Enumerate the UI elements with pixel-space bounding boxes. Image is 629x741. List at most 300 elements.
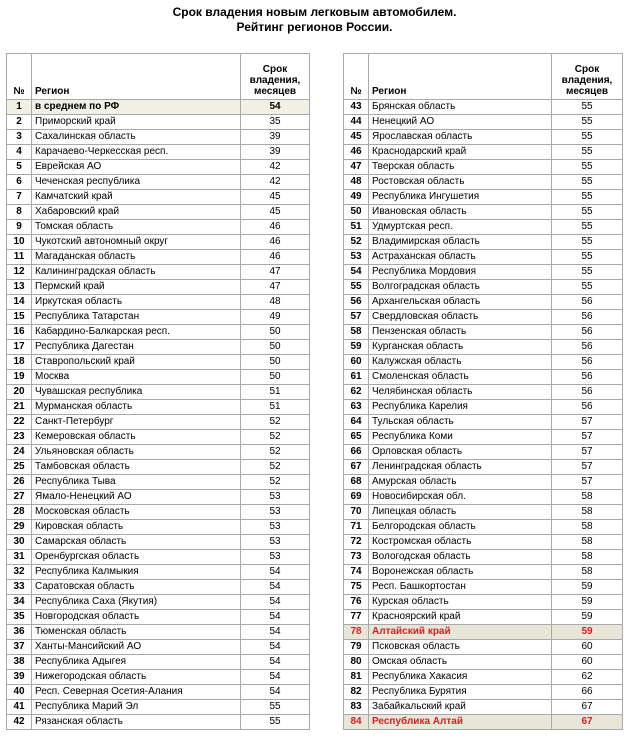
- months-cell: 54: [241, 640, 310, 655]
- months-cell: 48: [241, 295, 310, 310]
- rank-cell: 1: [7, 100, 32, 115]
- table-row: [344, 460, 623, 475]
- region-cell: Липецкая область: [369, 505, 552, 520]
- months-cell: 50: [241, 340, 310, 355]
- months-cell: 42: [241, 175, 310, 190]
- months-cell: 51: [241, 400, 310, 415]
- months-cell: 56: [552, 385, 623, 400]
- months-cell: 46: [241, 250, 310, 265]
- months-cell: 54: [241, 625, 310, 640]
- table-row: [7, 610, 310, 625]
- table-header-row: [7, 54, 310, 100]
- rank-cell: 41: [7, 700, 32, 715]
- months-cell: 57: [552, 430, 623, 445]
- table-row: [7, 670, 310, 685]
- months-cell: 54: [241, 100, 310, 115]
- region-cell: Чувашская республика: [32, 385, 241, 400]
- rank-cell: 53: [344, 250, 369, 265]
- rank-cell: 73: [344, 550, 369, 565]
- region-cell: Ленинградская область: [369, 460, 552, 475]
- months-cell: 35: [241, 115, 310, 130]
- months-cell: 52: [241, 415, 310, 430]
- rank-cell: 5: [7, 160, 32, 175]
- region-cell: Ярославская область: [369, 130, 552, 145]
- rank-cell: 30: [7, 535, 32, 550]
- months-cell: 54: [241, 670, 310, 685]
- region-cell: Саратовская область: [32, 580, 241, 595]
- table-row: [7, 685, 310, 700]
- table-row: [7, 715, 310, 730]
- months-cell: 56: [552, 400, 623, 415]
- region-cell: Свердловская область: [369, 310, 552, 325]
- region-cell: Магаданская область: [32, 250, 241, 265]
- months-cell: 46: [241, 235, 310, 250]
- region-cell: Иркутская область: [32, 295, 241, 310]
- region-cell: Сахалинская область: [32, 130, 241, 145]
- rank-cell: 7: [7, 190, 32, 205]
- rank-cell: 13: [7, 280, 32, 295]
- rank-cell: 52: [344, 235, 369, 250]
- table-row: [344, 220, 623, 235]
- region-cell: Ставропольский край: [32, 355, 241, 370]
- region-cell: Калужская область: [369, 355, 552, 370]
- table-row: [344, 310, 623, 325]
- rank-cell: 38: [7, 655, 32, 670]
- months-cell: 51: [241, 385, 310, 400]
- rank-cell: 84: [344, 715, 369, 730]
- table-row: [7, 550, 310, 565]
- rank-cell: 51: [344, 220, 369, 235]
- months-cell: 54: [241, 610, 310, 625]
- region-cell: Республика Алтай: [369, 715, 552, 730]
- table-row: [344, 130, 623, 145]
- months-cell: 57: [552, 445, 623, 460]
- rank-cell: 6: [7, 175, 32, 190]
- region-cell: Республика Тыва: [32, 475, 241, 490]
- header-months: Срок владения, месяцев: [241, 54, 310, 100]
- rank-cell: 31: [7, 550, 32, 565]
- table-row: [344, 715, 623, 730]
- table-row: [344, 190, 623, 205]
- months-cell: 53: [241, 550, 310, 565]
- rank-cell: 72: [344, 535, 369, 550]
- table-row: [7, 115, 310, 130]
- months-cell: 58: [552, 490, 623, 505]
- region-cell: Орловская область: [369, 445, 552, 460]
- rank-cell: 2: [7, 115, 32, 130]
- table-row: [7, 400, 310, 415]
- rank-cell: 28: [7, 505, 32, 520]
- rank-cell: 55: [344, 280, 369, 295]
- ranking-table-right-body: [344, 100, 623, 730]
- months-cell: 46: [241, 220, 310, 235]
- months-cell: 52: [241, 475, 310, 490]
- table-row: [7, 130, 310, 145]
- rank-cell: 26: [7, 475, 32, 490]
- rank-cell: 74: [344, 565, 369, 580]
- region-cell: Республика Коми: [369, 430, 552, 445]
- table-row: [344, 445, 623, 460]
- region-cell: Вологодская область: [369, 550, 552, 565]
- months-cell: 42: [241, 160, 310, 175]
- months-cell: 58: [552, 505, 623, 520]
- region-cell: Респ. Башкортостан: [369, 580, 552, 595]
- table-row: [7, 175, 310, 190]
- region-cell: Ямало-Ненецкий АО: [32, 490, 241, 505]
- rank-cell: 22: [7, 415, 32, 430]
- months-cell: 55: [552, 160, 623, 175]
- rank-cell: 68: [344, 475, 369, 490]
- region-cell: Московская область: [32, 505, 241, 520]
- months-cell: 59: [552, 595, 623, 610]
- table-row: [7, 520, 310, 535]
- months-cell: 49: [241, 310, 310, 325]
- months-cell: 39: [241, 130, 310, 145]
- table-row: [344, 490, 623, 505]
- months-cell: 55: [552, 100, 623, 115]
- region-cell: Тульская область: [369, 415, 552, 430]
- rank-cell: 48: [344, 175, 369, 190]
- table-row: [344, 535, 623, 550]
- region-cell: Тамбовская область: [32, 460, 241, 475]
- table-row: [344, 355, 623, 370]
- rank-cell: 82: [344, 685, 369, 700]
- region-cell: Ульяновская область: [32, 445, 241, 460]
- months-cell: 50: [241, 325, 310, 340]
- months-cell: 55: [552, 220, 623, 235]
- region-cell: Республика Хакасия: [369, 670, 552, 685]
- page-title: [0, 5, 629, 35]
- rank-cell: 59: [344, 340, 369, 355]
- region-cell: Томская область: [32, 220, 241, 235]
- region-cell: Курская область: [369, 595, 552, 610]
- table-row: [344, 295, 623, 310]
- months-cell: 56: [552, 340, 623, 355]
- table-row: [344, 250, 623, 265]
- rank-cell: 16: [7, 325, 32, 340]
- months-cell: 55: [552, 280, 623, 295]
- table-row: [7, 475, 310, 490]
- table-row: [7, 595, 310, 610]
- table-row: [7, 490, 310, 505]
- region-cell: Республика Ингушетия: [369, 190, 552, 205]
- table-row: [344, 325, 623, 340]
- header-region: Регион: [369, 54, 552, 100]
- months-cell: 56: [552, 295, 623, 310]
- rank-cell: 80: [344, 655, 369, 670]
- table-row: [344, 565, 623, 580]
- months-cell: 66: [552, 685, 623, 700]
- table-row: [344, 115, 623, 130]
- region-cell: Омская область: [369, 655, 552, 670]
- table-row: [7, 415, 310, 430]
- rank-cell: 21: [7, 400, 32, 415]
- region-cell: Ханты-Мансийский АО: [32, 640, 241, 655]
- rank-cell: 50: [344, 205, 369, 220]
- region-cell: Алтайский край: [369, 625, 552, 640]
- rank-cell: 33: [7, 580, 32, 595]
- months-cell: 53: [241, 490, 310, 505]
- rank-cell: 43: [344, 100, 369, 115]
- rank-cell: 47: [344, 160, 369, 175]
- months-cell: 60: [552, 640, 623, 655]
- months-cell: 53: [241, 535, 310, 550]
- region-cell: в среднем по РФ: [32, 100, 241, 115]
- rank-cell: 24: [7, 445, 32, 460]
- months-cell: 55: [552, 205, 623, 220]
- rank-cell: 32: [7, 565, 32, 580]
- region-cell: Воронежская область: [369, 565, 552, 580]
- months-cell: 59: [552, 625, 623, 640]
- region-cell: Оренбургская область: [32, 550, 241, 565]
- table-row: [344, 265, 623, 280]
- months-cell: 56: [552, 355, 623, 370]
- region-cell: Ростовская область: [369, 175, 552, 190]
- region-cell: Нижегородская область: [32, 670, 241, 685]
- table-row: [7, 340, 310, 355]
- rank-cell: 65: [344, 430, 369, 445]
- months-cell: 60: [552, 655, 623, 670]
- months-cell: 45: [241, 205, 310, 220]
- table-row: [7, 220, 310, 235]
- months-cell: 62: [552, 670, 623, 685]
- region-cell: Забайкальский край: [369, 700, 552, 715]
- table-row: [7, 655, 310, 670]
- months-cell: 55: [241, 700, 310, 715]
- header-num: №: [344, 54, 369, 100]
- months-cell: 58: [552, 550, 623, 565]
- months-cell: 55: [552, 190, 623, 205]
- rank-cell: 12: [7, 265, 32, 280]
- months-cell: 47: [241, 280, 310, 295]
- table-row: [7, 190, 310, 205]
- rank-cell: 23: [7, 430, 32, 445]
- months-cell: 52: [241, 445, 310, 460]
- table-row: [7, 625, 310, 640]
- region-cell: Санкт-Петербург: [32, 415, 241, 430]
- table-row: [344, 475, 623, 490]
- table-row: [7, 235, 310, 250]
- months-cell: 57: [552, 460, 623, 475]
- months-cell: 67: [552, 700, 623, 715]
- rank-cell: 66: [344, 445, 369, 460]
- months-cell: 55: [552, 265, 623, 280]
- months-cell: 55: [552, 235, 623, 250]
- table-row: [344, 145, 623, 160]
- table-row: [344, 160, 623, 175]
- table-row: [344, 685, 623, 700]
- region-cell: Астраханская область: [369, 250, 552, 265]
- months-cell: 55: [552, 175, 623, 190]
- region-cell: Кемеровская область: [32, 430, 241, 445]
- rank-cell: 76: [344, 595, 369, 610]
- ranking-table-left: [6, 53, 310, 730]
- region-cell: Новосибирская обл.: [369, 490, 552, 505]
- region-cell: Тверская область: [369, 160, 552, 175]
- table-row: [7, 535, 310, 550]
- table-row: [344, 505, 623, 520]
- region-cell: Камчатский край: [32, 190, 241, 205]
- rank-cell: 75: [344, 580, 369, 595]
- months-cell: 58: [552, 520, 623, 535]
- region-cell: Карачаево-Черкесская респ.: [32, 145, 241, 160]
- months-cell: 55: [552, 115, 623, 130]
- rank-cell: 39: [7, 670, 32, 685]
- table-header-row: [344, 54, 623, 100]
- table-row: [344, 610, 623, 625]
- region-cell: Республика Марий Эл: [32, 700, 241, 715]
- rank-cell: 81: [344, 670, 369, 685]
- table-row: [7, 445, 310, 460]
- rank-cell: 10: [7, 235, 32, 250]
- rank-cell: 42: [7, 715, 32, 730]
- region-cell: Краснодарский край: [369, 145, 552, 160]
- rank-cell: 60: [344, 355, 369, 370]
- region-cell: Костромская область: [369, 535, 552, 550]
- region-cell: Ивановская область: [369, 205, 552, 220]
- region-cell: Волгоградская область: [369, 280, 552, 295]
- table-row: [344, 205, 623, 220]
- rank-cell: 3: [7, 130, 32, 145]
- months-cell: 56: [552, 370, 623, 385]
- table-row: [7, 265, 310, 280]
- table-row: [344, 580, 623, 595]
- region-cell: Мурманская область: [32, 400, 241, 415]
- table-row: [344, 100, 623, 115]
- table-row: [7, 145, 310, 160]
- months-cell: 39: [241, 145, 310, 160]
- rank-cell: 8: [7, 205, 32, 220]
- months-cell: 52: [241, 430, 310, 445]
- table-row: [7, 370, 310, 385]
- rank-cell: 19: [7, 370, 32, 385]
- rank-cell: 35: [7, 610, 32, 625]
- region-cell: Кировская область: [32, 520, 241, 535]
- months-cell: 52: [241, 460, 310, 475]
- region-cell: Калининградская область: [32, 265, 241, 280]
- table-row: [7, 640, 310, 655]
- table-row: [7, 205, 310, 220]
- region-cell: Белгородская область: [369, 520, 552, 535]
- table-row: [344, 595, 623, 610]
- rank-cell: 17: [7, 340, 32, 355]
- region-cell: Кабардино-Балкарская респ.: [32, 325, 241, 340]
- region-cell: Республика Татарстан: [32, 310, 241, 325]
- months-cell: 54: [241, 595, 310, 610]
- rank-cell: 18: [7, 355, 32, 370]
- region-cell: Чукотский автономный округ: [32, 235, 241, 250]
- region-cell: Республика Бурятия: [369, 685, 552, 700]
- region-cell: Пензенская область: [369, 325, 552, 340]
- region-cell: Приморский край: [32, 115, 241, 130]
- region-cell: Республика Адыгея: [32, 655, 241, 670]
- months-cell: 50: [241, 370, 310, 385]
- ranking-table-left-body: [7, 100, 310, 730]
- region-cell: Москва: [32, 370, 241, 385]
- rank-cell: 71: [344, 520, 369, 535]
- months-cell: 50: [241, 355, 310, 370]
- region-cell: Амурская область: [369, 475, 552, 490]
- months-cell: 58: [552, 535, 623, 550]
- region-cell: Новгородская область: [32, 610, 241, 625]
- months-cell: 54: [241, 565, 310, 580]
- months-cell: 54: [241, 580, 310, 595]
- rank-cell: 9: [7, 220, 32, 235]
- rank-cell: 67: [344, 460, 369, 475]
- months-cell: 53: [241, 505, 310, 520]
- table-row: [7, 280, 310, 295]
- rank-cell: 58: [344, 325, 369, 340]
- table-row: [344, 520, 623, 535]
- table-row: [7, 325, 310, 340]
- table-row: [344, 415, 623, 430]
- rank-cell: 44: [344, 115, 369, 130]
- table-row: [7, 310, 310, 325]
- ranking-table-right: [343, 53, 623, 730]
- months-cell: 67: [552, 715, 623, 730]
- rank-cell: 77: [344, 610, 369, 625]
- rank-cell: 70: [344, 505, 369, 520]
- table-row: [344, 700, 623, 715]
- rank-cell: 4: [7, 145, 32, 160]
- region-cell: Челябинская область: [369, 385, 552, 400]
- table-row: [7, 505, 310, 520]
- region-cell: Пермский край: [32, 280, 241, 295]
- table-row: [344, 370, 623, 385]
- table-row: [7, 250, 310, 265]
- region-cell: Республика Карелия: [369, 400, 552, 415]
- table-row: [7, 700, 310, 715]
- months-cell: 57: [552, 475, 623, 490]
- header-region: Регион: [32, 54, 241, 100]
- table-row: [7, 100, 310, 115]
- table-row: [344, 235, 623, 250]
- table-row: [344, 550, 623, 565]
- months-cell: 45: [241, 190, 310, 205]
- rank-cell: 63: [344, 400, 369, 415]
- months-cell: 58: [552, 565, 623, 580]
- table-row: [344, 175, 623, 190]
- months-cell: 55: [241, 715, 310, 730]
- table-row: [344, 430, 623, 445]
- region-cell: Чеченская республика: [32, 175, 241, 190]
- rank-cell: 79: [344, 640, 369, 655]
- rank-cell: 27: [7, 490, 32, 505]
- region-cell: Красноярский край: [369, 610, 552, 625]
- months-cell: 59: [552, 610, 623, 625]
- table-row: [7, 160, 310, 175]
- months-cell: 55: [552, 145, 623, 160]
- rank-cell: 29: [7, 520, 32, 535]
- region-cell: Республика Мордовия: [369, 265, 552, 280]
- rank-cell: 15: [7, 310, 32, 325]
- rank-cell: 56: [344, 295, 369, 310]
- months-cell: 54: [241, 685, 310, 700]
- table-row: [7, 295, 310, 310]
- title-line-1: Срок владения новым легковым автомобилем.: [172, 5, 457, 19]
- region-cell: Рязанская область: [32, 715, 241, 730]
- months-cell: 56: [552, 325, 623, 340]
- title-line-2: Рейтинг регионов России.: [236, 20, 393, 34]
- region-cell: Архангельская область: [369, 295, 552, 310]
- rank-cell: 54: [344, 265, 369, 280]
- rank-cell: 45: [344, 130, 369, 145]
- table-row: [344, 280, 623, 295]
- table-row: [7, 460, 310, 475]
- table-row: [344, 400, 623, 415]
- months-cell: 55: [552, 250, 623, 265]
- table-row: [7, 565, 310, 580]
